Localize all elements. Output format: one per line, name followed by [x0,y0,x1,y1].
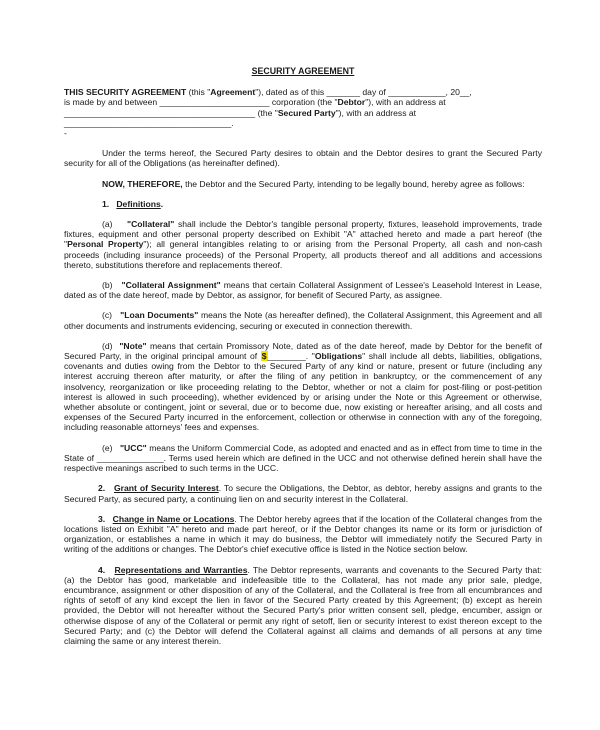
highlighted-amount: $ [261,351,267,362]
now-therefore-paragraph: NOW, THEREFORE, the Debtor and the Secured Party, intending to be legally bound, hereby agree as follows: [102,178,525,189]
definition-e: (e) "UCC" means the Uniform Commercial Code, as adopted and enacted and as in effect from time to time in the State of ______________. Terms used herein which are defined in the UCC and not otherwise defined herein shall have the respective meanings ascribed to such terms in the UCC. [64,442,542,474]
definition-c: (c) "Loan Documents" means the Note (as hereafter defined), the Collateral Assignment, this Agreement and all other documents and instruments evidencing, securing or executed in connection therewith. [64,310,542,331]
section-2: 2. Grant of Security Interest. To secure the Obligations, the Debtor, as debtor, hereby assigns and grants to the Secured Party, as secured party, a continuing lien on and security interest in the Collateral. [64,483,542,504]
definition-b: (b) "Collateral Assignment" means that certain Collateral Assignment of Lessee's Leasehold Interest in Lease, dated as of the date hereof, made by Debtor, as assignor, for benefit of Secured Party, as assignee. [64,280,542,301]
intro-bullet: - [64,128,67,139]
intro-paragraph: THIS SECURITY AGREEMENT (this "Agreement"), dated as of this _______ day of ____________, 20__, is made by and between _______________________ corporation (the "Debtor"), with an address at ________________________________________ (the "Secured Party"), with an address at ___________________________________. - [64,87,472,139]
recital-paragraph: Under the terms hereof, the Secured Party desires to obtain and the Debtor desires to grant the Secured Party security for all of the Obligations (as hereinafter defined). [64,148,542,169]
intro-agreement-name: THIS SECURITY AGREEMENT [64,87,187,98]
document-title: SECURITY AGREEMENT [251,66,355,76]
definition-a: (a) "Collateral" shall include the Debtor's tangible personal property, fixtures, leasehold improvements, trade fixtures, equipment and other personal property described on Exhibit "A" attached hereto and made a part hereof (the "Personal Property"); all general intangibles relating to or arising from the Personal Property, all cash and non-cash proceeds (including insurance proceeds) of the Personal Property, all products thereof and all additions and accessions thereto, substitutions therefore and replacements thereof. [64,219,543,270]
section-4: 4. Representations and Warranties. The Debtor represents, warrants and covenants to the Secured Party that: (a) the Debtor has good, marketable and indefeasible title to the Collateral, has not made any prior sale, pledge, encumbrance, assignment or other disposition of any of the Collateral, and the Collateral is free from all encumbrances and rights of setoff of any kind except the lien in favor of the Secured Party created by this Agreement; (b) except as herein provided, the Debtor will not hereafter without the Secured Party's prior written consent sell, pledge, encumber, assign or otherwise dispose of any of the Collateral or permit any right of setoff, lien or security interest to exist thereon except to the Secured Party; and (c) the Debtor will defend the Collateral against all claims and demands of all persons at any time claiming the same or any interest therein. [64,564,542,646]
definition-d: (d) "Note" means that certain Promissory Note, dated as of the date hereof, made by Debtor for the benefit of Secured Party, in the original principal amount of $________. "Obligations" shall include all debts, liabilities, obligations, covenants and duties owing from the Debtor to the Secured Party of any kind or nature, present or future (including any interest accruing thereon after maturity, or after the filing of any petition in bankruptcy, or the commencement of any insolvency, reorganization or like proceeding relating to the Debtor, whether or not a claim for post-filing or post-petition interest is allowed in such proceeding), whether evidenced by or arising under the Note or this Agreement or otherwise, whether absolute or contingent, joint or several, due or to become due, now existing or hereafter arising, and all costs and expenses of the Secured Party incurred in the enforcement, collection or otherwise in connection with any of the foregoing, including reasonable attorneys' fees and expenses. [64,340,543,433]
section-1-heading: 1. Definitions. [102,198,164,209]
section-3: 3. Change in Name or Locations. The Debtor hereby agrees that if the location of the Collateral changes from the locations listed on Exhibit "A" hereto and made part hereof, or if the Debtor changes its name or its form or jurisdiction of organization, or establishes a name in which it may do business, the Debtor will immediately notify the Secured Party in writing of the additions or changes. The Debtor's chief executive office is listed in the Notice section below. [64,513,542,555]
